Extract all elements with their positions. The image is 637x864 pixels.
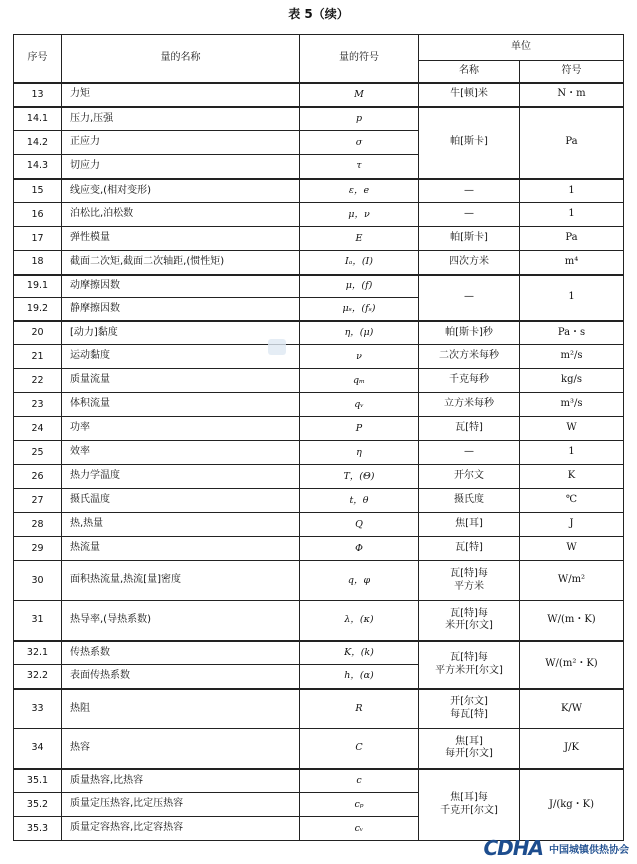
table-row (14, 769, 624, 793)
row-unit-symbol: m³/s (520, 393, 624, 417)
row-no: 14.1 (14, 107, 62, 131)
row-symbol: σ (300, 131, 419, 155)
header-symbol: 量的符号 (300, 35, 419, 83)
row-symbol: T，(Θ) (300, 465, 419, 489)
row-symbol: P (300, 417, 419, 441)
row-unit-name: 四次方米 (419, 251, 520, 275)
row-symbol: c (300, 769, 419, 793)
row-name: 切应力 (62, 155, 300, 179)
row-name: 体积流量 (62, 393, 300, 417)
row-symbol: E (300, 227, 419, 251)
header-unit: 单位 (419, 35, 624, 61)
table-row (14, 227, 624, 251)
row-symbol: qₘ (300, 369, 419, 393)
row-unit-symbol: ℃ (520, 489, 624, 513)
row-symbol: λ，(κ) (300, 601, 419, 641)
row-no: 31 (14, 601, 62, 641)
row-name: 静摩擦因数 (62, 298, 300, 321)
row-unit-name: 千克每秒 (419, 369, 520, 393)
row-unit-name: 瓦[特]每 平方米开[尔文] (419, 641, 520, 689)
row-unit-symbol: W/m² (520, 561, 624, 601)
row-no: 26 (14, 465, 62, 489)
row-name: 面积热流量,热流[量]密度 (62, 561, 300, 601)
row-unit-name: 二次方米每秒 (419, 345, 520, 369)
row-name: 压力,压强 (62, 107, 300, 131)
row-symbol: ε，e (300, 179, 419, 203)
row-no: 34 (14, 729, 62, 769)
table-row (14, 369, 624, 393)
row-unit-name: 焦[耳] 每开[尔文] (419, 729, 520, 769)
row-no: 13 (14, 83, 62, 107)
row-no: 21 (14, 345, 62, 369)
row-symbol: μₛ，(fₛ) (300, 298, 419, 321)
row-no: 18 (14, 251, 62, 275)
row-symbol: Iₐ，(I) (300, 251, 419, 275)
table-row (14, 513, 624, 537)
row-name: 正应力 (62, 131, 300, 155)
row-unit-name: — (419, 275, 520, 321)
row-symbol: Q (300, 513, 419, 537)
row-unit-symbol: 1 (520, 203, 624, 227)
row-no: 17 (14, 227, 62, 251)
header-no: 序号 (14, 35, 62, 83)
row-unit-name: 开[尔文] 每瓦[特] (419, 689, 520, 729)
row-unit-name: — (419, 179, 520, 203)
row-no: 23 (14, 393, 62, 417)
row-unit-symbol: J (520, 513, 624, 537)
row-name: 热容 (62, 729, 300, 769)
row-unit-symbol: J/(kg・K) (520, 769, 624, 841)
row-no: 29 (14, 537, 62, 561)
row-name: 效率 (62, 441, 300, 465)
row-unit-symbol: 1 (520, 441, 624, 465)
table-row (14, 393, 624, 417)
row-unit-name: 开尔文 (419, 465, 520, 489)
table-row (14, 321, 624, 345)
row-symbol: η，(μ) (300, 321, 419, 345)
row-unit-symbol: J/K (520, 729, 624, 769)
table-row (14, 561, 624, 601)
table-row (14, 537, 624, 561)
row-no: 35.2 (14, 793, 62, 817)
row-name: 热力学温度 (62, 465, 300, 489)
row-unit-symbol: Pa (520, 107, 624, 179)
row-unit-name: 瓦[特]每 米开[尔文] (419, 601, 520, 641)
cdha-logo (484, 836, 630, 860)
row-unit-name: 帕[斯卡] (419, 107, 520, 179)
row-name: 泊松比,泊松数 (62, 203, 300, 227)
row-symbol: q，φ (300, 561, 419, 601)
row-no: 15 (14, 179, 62, 203)
row-unit-name: 瓦[特] (419, 537, 520, 561)
row-name: [动力]黏度 (62, 321, 300, 345)
row-no: 24 (14, 417, 62, 441)
row-unit-symbol: 1 (520, 275, 624, 321)
row-unit-name: 瓦[特]每 平方米 (419, 561, 520, 601)
row-no: 32.2 (14, 665, 62, 689)
row-name: 功率 (62, 417, 300, 441)
table-row (14, 689, 624, 729)
row-name: 热流量 (62, 537, 300, 561)
row-symbol: qᵥ (300, 393, 419, 417)
table-row (14, 465, 624, 489)
row-no: 25 (14, 441, 62, 465)
row-name: 质量定容热容,比定容热容 (62, 817, 300, 841)
table-row (14, 107, 624, 131)
row-no: 14.3 (14, 155, 62, 179)
row-unit-name: 焦[耳]每 千克开[尔文] (419, 769, 520, 841)
row-symbol: M (300, 83, 419, 107)
row-name: 传热系数 (62, 641, 300, 665)
row-no: 22 (14, 369, 62, 393)
row-no: 27 (14, 489, 62, 513)
table-row (14, 729, 624, 769)
row-unit-symbol: W/(m・K) (520, 601, 624, 641)
row-unit-name: 帕[斯卡]秒 (419, 321, 520, 345)
row-no: 35.3 (14, 817, 62, 841)
row-name: 动摩擦因数 (62, 275, 300, 298)
row-no: 16 (14, 203, 62, 227)
quantities-table (13, 34, 624, 841)
row-no: 33 (14, 689, 62, 729)
table-row (14, 601, 624, 641)
row-symbol: η (300, 441, 419, 465)
table-row (14, 203, 624, 227)
row-symbol: Φ (300, 537, 419, 561)
row-unit-symbol: N・m (520, 83, 624, 107)
row-name: 线应变,(相对变形) (62, 179, 300, 203)
row-no: 32.1 (14, 641, 62, 665)
row-name: 质量流量 (62, 369, 300, 393)
row-unit-symbol: m²/s (520, 345, 624, 369)
row-symbol: μ，ν (300, 203, 419, 227)
logo-mark: CDHA (483, 836, 543, 860)
row-symbol: t，θ (300, 489, 419, 513)
row-name: 热,热量 (62, 513, 300, 537)
table-row (14, 275, 624, 298)
header-unit-symbol: 符号 (520, 61, 624, 83)
row-symbol: τ (300, 155, 419, 179)
row-unit-symbol: W (520, 537, 624, 561)
row-unit-symbol: kg/s (520, 369, 624, 393)
row-unit-name: 立方米每秒 (419, 393, 520, 417)
logo-text: 中国城镇供热协会 (549, 844, 629, 856)
table-caption: 表 5（续） (288, 7, 349, 21)
row-symbol: cₚ (300, 793, 419, 817)
row-name: 截面二次矩,截面二次轴距,(惯性矩) (62, 251, 300, 275)
row-unit-symbol: Pa・s (520, 321, 624, 345)
row-unit-name: — (419, 441, 520, 465)
row-unit-symbol: W/(m²・K) (520, 641, 624, 689)
row-unit-name: 焦[耳] (419, 513, 520, 537)
header-name: 量的名称 (62, 35, 300, 83)
row-name: 摄氏温度 (62, 489, 300, 513)
row-unit-symbol: Pa (520, 227, 624, 251)
watermark-mark (268, 339, 286, 355)
header-unit-name: 名称 (419, 61, 520, 83)
row-no: 20 (14, 321, 62, 345)
row-unit-symbol: K (520, 465, 624, 489)
row-unit-name: 摄氏度 (419, 489, 520, 513)
row-unit-name: 帕[斯卡] (419, 227, 520, 251)
row-symbol: cᵥ (300, 817, 419, 841)
row-symbol: h，(α) (300, 665, 419, 689)
row-symbol: ν (300, 345, 419, 369)
row-name: 热阻 (62, 689, 300, 729)
table-row (14, 251, 624, 275)
row-symbol: p (300, 107, 419, 131)
row-symbol: μ，(f) (300, 275, 419, 298)
row-unit-symbol: m⁴ (520, 251, 624, 275)
row-unit-name: 瓦[特] (419, 417, 520, 441)
row-unit-name: 牛[顿]米 (419, 83, 520, 107)
row-name: 表面传热系数 (62, 665, 300, 689)
row-symbol: C (300, 729, 419, 769)
table-row (14, 179, 624, 203)
row-no: 19.2 (14, 298, 62, 321)
table-row (14, 489, 624, 513)
row-unit-symbol: W (520, 417, 624, 441)
row-no: 28 (14, 513, 62, 537)
row-name: 质量定压热容,比定压热容 (62, 793, 300, 817)
row-no: 30 (14, 561, 62, 601)
row-unit-symbol: 1 (520, 179, 624, 203)
row-no: 14.2 (14, 131, 62, 155)
row-name: 热导率,(导热系数) (62, 601, 300, 641)
row-no: 35.1 (14, 769, 62, 793)
table-row (14, 441, 624, 465)
row-name: 力矩 (62, 83, 300, 107)
row-no: 19.1 (14, 275, 62, 298)
row-name: 质量热容,比热容 (62, 769, 300, 793)
row-symbol: R (300, 689, 419, 729)
row-symbol: K，(k) (300, 641, 419, 665)
table-row (14, 83, 624, 107)
table-row (14, 417, 624, 441)
row-name: 运动黏度 (62, 345, 300, 369)
row-unit-symbol: K/W (520, 689, 624, 729)
row-unit-name: — (419, 203, 520, 227)
row-name: 弹性模量 (62, 227, 300, 251)
table-row (14, 641, 624, 665)
table-row (14, 345, 624, 369)
